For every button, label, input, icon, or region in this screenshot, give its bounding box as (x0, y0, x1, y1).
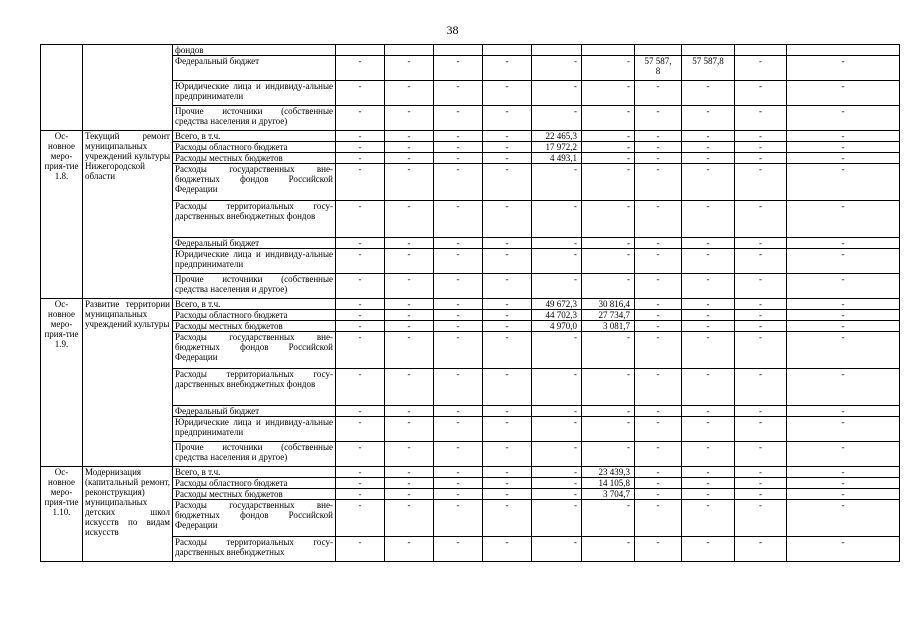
value-cell: - (483, 238, 532, 249)
value-cell: - (635, 417, 682, 442)
value-cell: - (434, 142, 483, 153)
value-cell: - (434, 153, 483, 164)
value-cell: 27 734,7 (582, 310, 635, 321)
table-row (41, 45, 900, 56)
funding-source-label: Расходы государственных вне-бюджетных фондов Российской Федерации (173, 164, 336, 201)
value-cell: - (682, 201, 735, 238)
value-cell: - (434, 537, 483, 562)
table-body (41, 45, 900, 562)
value-cell: - (532, 537, 582, 562)
value-cell: - (635, 249, 682, 274)
value-cell: - (483, 153, 532, 164)
activity-code-cell (41, 45, 83, 131)
value-cell: 49 672,3 (532, 299, 582, 310)
value-cell: - (582, 442, 635, 467)
value-cell: - (385, 310, 434, 321)
value-cell: - (434, 321, 483, 332)
funding-source-label: Прочие источники (собственные средства населения и другое) (173, 274, 336, 299)
value-cell: - (682, 478, 735, 489)
value-cell: - (336, 467, 385, 478)
value-cell: - (483, 142, 532, 153)
value-cell: - (735, 417, 787, 442)
value-cell: - (682, 332, 735, 369)
value-cell: - (336, 369, 385, 406)
value-cell: - (483, 249, 532, 274)
value-cell: - (483, 417, 532, 442)
value-cell: - (635, 131, 682, 142)
value-cell: - (434, 106, 483, 131)
funding-source-label: Расходы местных бюджетов (173, 153, 336, 164)
value-cell: - (385, 299, 434, 310)
value-cell: - (336, 56, 385, 81)
value-cell: - (483, 321, 532, 332)
value-cell: - (787, 417, 900, 442)
value-cell: - (336, 274, 385, 299)
value-cell: - (582, 406, 635, 417)
value-cell (787, 45, 900, 56)
value-cell: - (385, 537, 434, 562)
value-cell: 17 972,2 (532, 142, 582, 153)
value-cell: - (532, 238, 582, 249)
value-cell: - (336, 131, 385, 142)
value-cell (582, 45, 635, 56)
activity-name-cell: Текущий ремонт муниципальных учреждений культуры Нижегородской области (83, 131, 173, 299)
funding-source-label: Расходы территориальных госу-дарственных внебюджетных фондов (173, 369, 336, 406)
value-cell: - (682, 106, 735, 131)
value-cell: - (735, 238, 787, 249)
value-cell: - (735, 299, 787, 310)
value-cell: - (735, 310, 787, 321)
value-cell: - (483, 201, 532, 238)
value-cell: - (385, 164, 434, 201)
value-cell: - (735, 321, 787, 332)
value-cell: - (735, 332, 787, 369)
value-cell: - (635, 106, 682, 131)
value-cell: 57 587, 8 (635, 56, 682, 81)
funding-source-label: Прочие источники (собственные средства населения и другое) (173, 442, 336, 467)
value-cell: - (735, 164, 787, 201)
value-cell: - (385, 478, 434, 489)
value-cell (385, 45, 434, 56)
value-cell: - (582, 106, 635, 131)
value-cell: - (635, 238, 682, 249)
activity-name-cell: Модернизация (капитальный ремонт, реконструкция) муниципальных детских школ искусств по видам искусств (83, 467, 173, 562)
funding-source-label: Юридические лица и индивиду-альные предприниматели (173, 81, 336, 106)
value-cell: - (434, 299, 483, 310)
value-cell: - (682, 500, 735, 537)
value-cell: - (385, 131, 434, 142)
value-cell: - (434, 249, 483, 274)
value-cell: - (483, 332, 532, 369)
value-cell: - (483, 369, 532, 406)
value-cell: - (682, 274, 735, 299)
value-cell: 44 702,3 (532, 310, 582, 321)
value-cell: - (682, 321, 735, 332)
value-cell: - (483, 537, 532, 562)
funding-source-label: Федеральный бюджет (173, 406, 336, 417)
value-cell: - (532, 249, 582, 274)
budget-table (40, 44, 900, 562)
value-cell: - (532, 369, 582, 406)
value-cell: - (682, 310, 735, 321)
value-cell: - (532, 442, 582, 467)
value-cell: - (635, 442, 682, 467)
value-cell: - (336, 321, 385, 332)
value-cell: - (336, 249, 385, 274)
value-cell: - (635, 81, 682, 106)
value-cell: - (434, 442, 483, 467)
value-cell: - (787, 106, 900, 131)
value-cell: - (582, 131, 635, 142)
value-cell: - (336, 238, 385, 249)
funding-source-label: Расходы областного бюджета (173, 310, 336, 321)
value-cell: - (787, 142, 900, 153)
table-row (41, 467, 900, 478)
value-cell: 23 439,3 (582, 467, 635, 478)
value-cell: 30 816,4 (582, 299, 635, 310)
value-cell: - (682, 406, 735, 417)
value-cell: - (735, 442, 787, 467)
funding-source-label: Расходы государственных вне-бюджетных фондов Российской Федерации (173, 332, 336, 369)
value-cell: - (336, 500, 385, 537)
value-cell: - (787, 500, 900, 537)
value-cell: - (787, 81, 900, 106)
value-cell: - (483, 500, 532, 537)
value-cell (483, 45, 532, 56)
value-cell: - (385, 56, 434, 81)
funding-source-label: Федеральный бюджет (173, 238, 336, 249)
activity-code-cell: Ос-новное меро-прия-тие 1.9. (41, 299, 83, 467)
value-cell: - (434, 238, 483, 249)
funding-source-label: Юридические лица и индивиду-альные предприниматели (173, 249, 336, 274)
value-cell: - (635, 153, 682, 164)
value-cell: - (735, 537, 787, 562)
value-cell: - (385, 106, 434, 131)
value-cell: - (582, 164, 635, 201)
value-cell: - (635, 310, 682, 321)
value-cell: - (532, 478, 582, 489)
value-cell: - (735, 478, 787, 489)
activity-code-cell: Ос-новное меро-прия-тие 1.8. (41, 131, 83, 299)
value-cell: - (682, 153, 735, 164)
value-cell: - (336, 537, 385, 562)
value-cell (336, 45, 385, 56)
value-cell: - (635, 201, 682, 238)
value-cell: - (682, 249, 735, 274)
value-cell: 14 105,8 (582, 478, 635, 489)
value-cell: - (582, 500, 635, 537)
value-cell: - (735, 369, 787, 406)
value-cell: - (336, 442, 385, 467)
value-cell: - (336, 81, 385, 106)
value-cell: - (532, 332, 582, 369)
value-cell: - (582, 153, 635, 164)
value-cell: - (532, 417, 582, 442)
value-cell: - (582, 537, 635, 562)
value-cell: - (532, 56, 582, 81)
value-cell: - (483, 131, 532, 142)
value-cell: - (434, 417, 483, 442)
value-cell: 3 704,7 (582, 489, 635, 500)
value-cell: - (336, 310, 385, 321)
funding-source-label: Расходы местных бюджетов (173, 489, 336, 500)
value-cell: - (635, 500, 682, 537)
value-cell: - (735, 56, 787, 81)
value-cell: - (532, 274, 582, 299)
value-cell: - (635, 406, 682, 417)
value-cell: - (336, 299, 385, 310)
value-cell: - (385, 332, 434, 369)
value-cell: - (787, 131, 900, 142)
value-cell: - (385, 274, 434, 299)
activity-name-cell: Развитие территории муниципальных учреждений культуры (83, 299, 173, 467)
value-cell: - (532, 489, 582, 500)
value-cell: - (532, 201, 582, 238)
value-cell: - (682, 417, 735, 442)
activity-name-cell (83, 45, 173, 131)
value-cell (434, 45, 483, 56)
page-number: 38 (446, 23, 459, 37)
value-cell: - (336, 406, 385, 417)
value-cell: - (735, 131, 787, 142)
value-cell: - (336, 201, 385, 238)
value-cell: - (582, 81, 635, 106)
value-cell: - (532, 106, 582, 131)
funding-source-label: Всего, в т.ч. (173, 467, 336, 478)
funding-source-label: Расходы территориальных госу-дарственных внебюджетных фондов (173, 201, 336, 238)
activity-code-cell: Ос-новное меро-прия-тие 1.10. (41, 467, 83, 562)
value-cell: 57 587,8 (682, 56, 735, 81)
funding-source-label: Расходы областного бюджета (173, 142, 336, 153)
funding-source-label: Прочие источники (собственные средства населения и другое) (173, 106, 336, 131)
value-cell: - (336, 417, 385, 442)
value-cell: - (787, 406, 900, 417)
value-cell: - (385, 489, 434, 500)
value-cell: - (483, 478, 532, 489)
value-cell: - (483, 56, 532, 81)
value-cell: 4 970,0 (532, 321, 582, 332)
value-cell: - (434, 131, 483, 142)
value-cell: - (336, 164, 385, 201)
value-cell: - (787, 164, 900, 201)
value-cell: - (434, 478, 483, 489)
value-cell: - (582, 142, 635, 153)
value-cell: - (635, 274, 682, 299)
value-cell: - (682, 131, 735, 142)
funding-source-label: Расходы территориальных госу-дарственных внебюджетных (173, 537, 336, 562)
value-cell: - (385, 201, 434, 238)
value-cell: - (434, 489, 483, 500)
value-cell: - (735, 467, 787, 478)
value-cell (682, 45, 735, 56)
value-cell: - (735, 153, 787, 164)
value-cell: - (434, 274, 483, 299)
value-cell: - (532, 164, 582, 201)
value-cell: - (483, 310, 532, 321)
value-cell: - (385, 442, 434, 467)
value-cell: - (787, 478, 900, 489)
value-cell: - (787, 249, 900, 274)
value-cell: - (483, 274, 532, 299)
value-cell: - (787, 321, 900, 332)
value-cell: - (635, 489, 682, 500)
table-row (41, 131, 900, 142)
value-cell: - (434, 500, 483, 537)
value-cell: - (336, 332, 385, 369)
value-cell: - (787, 442, 900, 467)
value-cell: - (582, 238, 635, 249)
value-cell: - (434, 81, 483, 106)
value-cell: - (682, 489, 735, 500)
value-cell: - (483, 467, 532, 478)
value-cell: - (787, 332, 900, 369)
value-cell: - (434, 332, 483, 369)
value-cell: - (682, 299, 735, 310)
value-cell: - (635, 321, 682, 332)
value-cell: - (635, 299, 682, 310)
value-cell: - (682, 238, 735, 249)
value-cell: - (336, 489, 385, 500)
value-cell: - (582, 332, 635, 369)
value-cell: - (385, 406, 434, 417)
funding-source-label: Всего, в т.ч. (173, 131, 336, 142)
value-cell: - (787, 310, 900, 321)
value-cell: 22 465,3 (532, 131, 582, 142)
value-cell: - (385, 369, 434, 406)
value-cell: - (682, 142, 735, 153)
value-cell: - (434, 467, 483, 478)
value-cell (635, 45, 682, 56)
value-cell: - (635, 164, 682, 201)
value-cell: - (635, 369, 682, 406)
value-cell: - (787, 467, 900, 478)
table-row (41, 299, 900, 310)
funding-source-label: Федеральный бюджет (173, 56, 336, 81)
value-cell: - (787, 153, 900, 164)
value-cell: - (787, 299, 900, 310)
value-cell: - (787, 201, 900, 238)
value-cell: - (735, 201, 787, 238)
value-cell: - (434, 369, 483, 406)
value-cell: - (682, 81, 735, 106)
value-cell: - (434, 406, 483, 417)
value-cell: - (532, 467, 582, 478)
value-cell: - (434, 164, 483, 201)
value-cell: - (682, 467, 735, 478)
value-cell: - (635, 478, 682, 489)
value-cell: - (735, 489, 787, 500)
value-cell: - (385, 500, 434, 537)
value-cell: - (532, 406, 582, 417)
value-cell: - (385, 153, 434, 164)
value-cell: - (483, 442, 532, 467)
funding-source-label: Расходы местных бюджетов (173, 321, 336, 332)
value-cell: - (787, 489, 900, 500)
value-cell: - (532, 81, 582, 106)
value-cell: - (582, 201, 635, 238)
value-cell (735, 45, 787, 56)
value-cell: - (385, 321, 434, 332)
value-cell: - (385, 142, 434, 153)
value-cell: - (787, 56, 900, 81)
value-cell: - (635, 332, 682, 369)
value-cell: - (385, 238, 434, 249)
value-cell: - (385, 417, 434, 442)
value-cell: - (434, 201, 483, 238)
funding-source-label: Расходы государственных вне-бюджетных фондов Российской Федерации (173, 500, 336, 537)
value-cell: - (735, 142, 787, 153)
value-cell: - (735, 500, 787, 537)
value-cell: - (582, 56, 635, 81)
value-cell: - (735, 249, 787, 274)
funding-source-label: Расходы областного бюджета (173, 478, 336, 489)
value-cell: - (735, 274, 787, 299)
value-cell: 3 081,7 (582, 321, 635, 332)
value-cell: 4 493,1 (532, 153, 582, 164)
value-cell: - (336, 478, 385, 489)
value-cell: - (787, 369, 900, 406)
value-cell: - (434, 310, 483, 321)
value-cell: - (483, 164, 532, 201)
funding-source-label: фондов (173, 45, 336, 56)
funding-source-label: Юридические лица и индивиду-альные предприниматели (173, 417, 336, 442)
value-cell: - (735, 106, 787, 131)
value-cell: - (483, 489, 532, 500)
value-cell: - (582, 417, 635, 442)
value-cell: - (483, 106, 532, 131)
value-cell (532, 45, 582, 56)
value-cell: - (682, 164, 735, 201)
value-cell: - (787, 274, 900, 299)
value-cell: - (635, 142, 682, 153)
value-cell: - (582, 249, 635, 274)
value-cell: - (682, 537, 735, 562)
value-cell: - (385, 467, 434, 478)
value-cell: - (787, 537, 900, 562)
value-cell: - (582, 369, 635, 406)
value-cell: - (682, 369, 735, 406)
value-cell: - (483, 299, 532, 310)
value-cell: - (385, 81, 434, 106)
value-cell: - (787, 238, 900, 249)
value-cell: - (682, 442, 735, 467)
value-cell: - (336, 153, 385, 164)
value-cell: - (483, 81, 532, 106)
value-cell: - (735, 81, 787, 106)
value-cell: - (483, 406, 532, 417)
value-cell: - (434, 56, 483, 81)
value-cell: - (635, 467, 682, 478)
value-cell: - (582, 274, 635, 299)
value-cell: - (735, 406, 787, 417)
value-cell: - (336, 142, 385, 153)
funding-source-label: Всего, в т.ч. (173, 299, 336, 310)
value-cell: - (635, 537, 682, 562)
value-cell: - (532, 500, 582, 537)
value-cell: - (336, 106, 385, 131)
value-cell: - (385, 249, 434, 274)
